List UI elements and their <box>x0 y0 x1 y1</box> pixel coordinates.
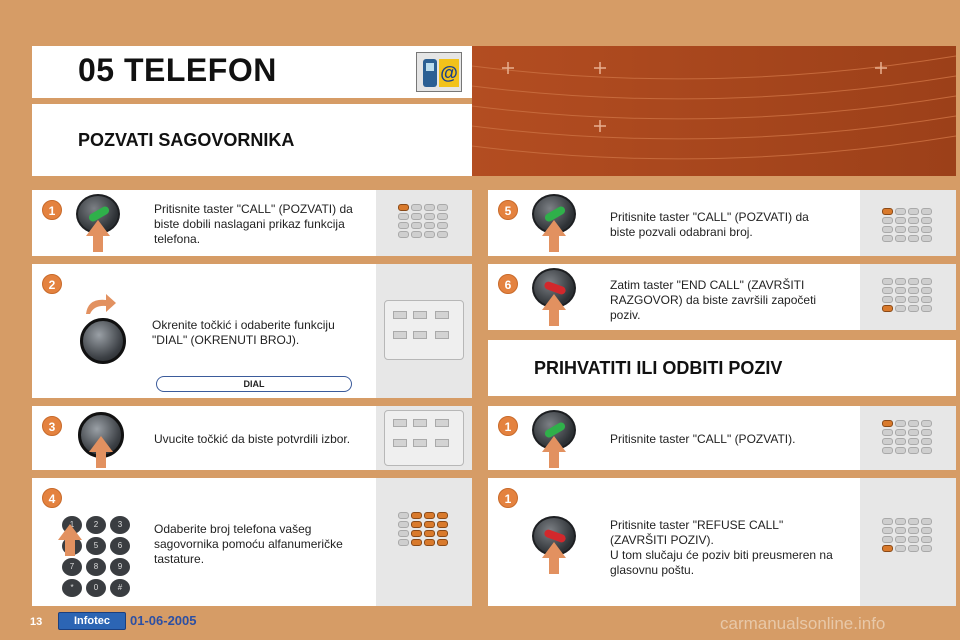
decor-curves <box>472 46 956 176</box>
watermark: carmanualsonline.info <box>720 614 886 633</box>
step-2-text: Okrenite točkić i odaberite funkciju "DIAL" (OKRENUTI BROJ). <box>152 318 335 347</box>
step-6-text: Zatim taster "END CALL" (ZAVRŠITI RAZGOVOR) da biste završili započeti poziv. <box>610 278 817 322</box>
step-1-text: Pritisnite taster "CALL" (POZVATI) da biste dobili naslagani prikaz funkcija telefona. <box>154 202 353 246</box>
page-number: 13 <box>30 616 43 628</box>
radio-unit-illustration <box>376 406 472 470</box>
answer-call-text: Pritisnite taster "CALL" (POZVATI). <box>610 432 796 446</box>
step-number-badge: 1 <box>498 488 518 508</box>
keypad-illustration <box>860 264 956 330</box>
rotate-arrow-icon <box>84 292 118 316</box>
phone-internet-icon <box>416 52 462 92</box>
page-title: 05 TELEFON <box>78 52 277 88</box>
keypad-illustration <box>860 190 956 256</box>
refuse-call-line-1: Pritisnite taster "REFUSE CALL" (ZAVRŠITI POZIV). <box>610 518 784 547</box>
step-4-text: Odaberite broj telefona vašeg sagovornika pomoću alfanumeričke tastature. <box>154 522 343 566</box>
step-number-badge: 3 <box>42 416 62 436</box>
step-5-text: Pritisnite taster "CALL" (POZVATI) da biste pozvali odabrani broj. <box>610 210 809 239</box>
alphanumeric-keypad-icon: 1 2 3 5 6 7 8 9 * 0 # <box>62 516 130 597</box>
keypad-illustration <box>376 478 472 606</box>
step-number-badge: 1 <box>498 416 518 436</box>
keypad-illustration <box>376 190 472 256</box>
keypad-illustration <box>860 406 956 470</box>
refuse-call-text <box>610 518 834 578</box>
mobile-phone-icon <box>423 59 437 87</box>
step-number-badge: 4 <box>42 488 62 508</box>
step-number-badge: 5 <box>498 200 518 220</box>
section-title-call: POZVATI SAGOVORNIKA <box>78 130 295 150</box>
step-3-text: Uvucite točkić da biste potvrdili izbor. <box>154 432 351 446</box>
header-decor-band <box>472 46 956 176</box>
rotary-knob-icon <box>80 318 126 364</box>
step-number-badge: 2 <box>42 274 62 294</box>
refuse-call-line-2: U tom slučaju će poziv biti preusmeren na glasovnu poštu. <box>610 548 833 577</box>
dial-option-pill: DIAL <box>156 376 352 392</box>
at-sign-icon: @ <box>439 59 459 87</box>
step-number-badge: 6 <box>498 274 518 294</box>
edition-date: 01-06-2005 <box>130 613 197 628</box>
section-title-answer: PRIHVATITI ILI ODBITI POZIV <box>534 358 783 378</box>
keypad-illustration <box>860 478 956 606</box>
radio-unit-illustration <box>376 264 472 398</box>
step-number-badge: 1 <box>42 200 62 220</box>
infotec-logo: Infotec <box>58 612 126 630</box>
